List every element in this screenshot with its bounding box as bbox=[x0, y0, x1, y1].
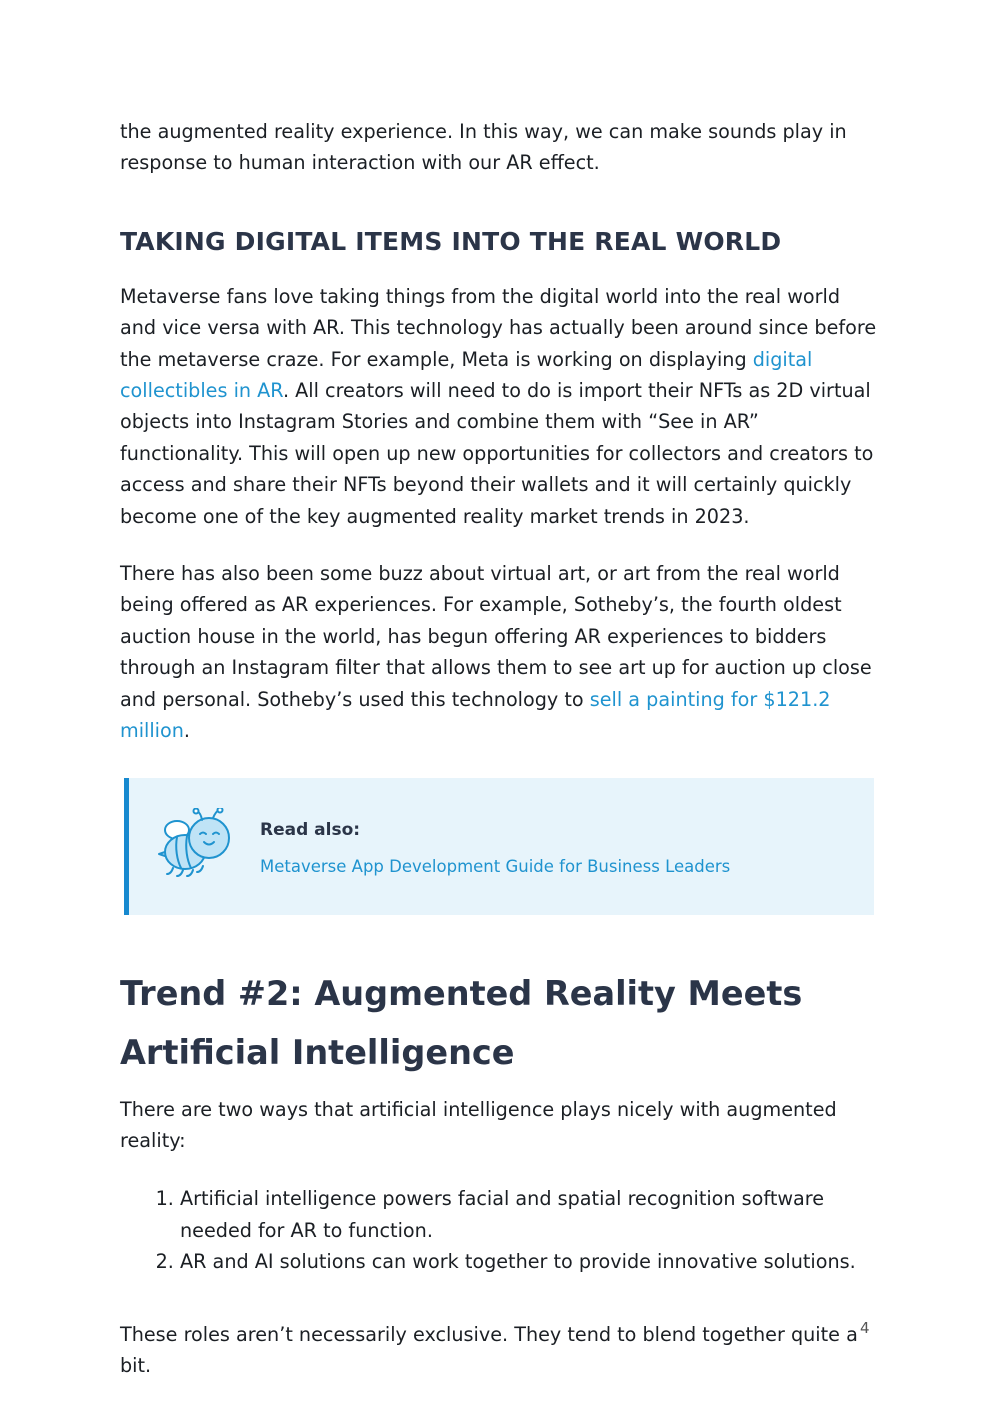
callout-title: Read also: bbox=[260, 819, 361, 840]
intro-paragraph: the augmented reality experience. In this way, we can make sounds play in response to human interaction with our AR effect. bbox=[120, 120, 847, 175]
page-number: 4 bbox=[860, 1319, 870, 1337]
page-content bbox=[120, 116, 880, 1381]
painting-sale-link[interactable]: sell a painting for $121.2 million bbox=[120, 687, 831, 743]
paragraph-virtual-art bbox=[120, 558, 880, 746]
ai-roles-list bbox=[120, 1183, 880, 1277]
digital-collectibles-link[interactable]: digital collectibles in AR bbox=[120, 347, 813, 403]
metaverse-guide-link[interactable]: Metaverse App Development Guide for Business Leaders bbox=[260, 856, 731, 876]
list-item: 2. AR and AI solutions can work together to provide innovative solutions. bbox=[180, 1246, 880, 1277]
paragraph-ai-intro: There are two ways that artificial intelligence plays nicely with augmented reality: bbox=[120, 1097, 837, 1152]
list-item: 1. Artificial intelligence powers facial and spatial recognition software needed for AR to function. bbox=[180, 1183, 880, 1246]
paragraph-text: There has also been some buzz about virtual art, or art from the real world being offered as AR experiences. For example, Sotheby’s, the fourth oldest auction house in the world, has begun offering AR experiences to bidders through an Instagram filter that allows them to see art up for auction up close and personal. Sotheby’s used this technology to bbox=[120, 562, 872, 711]
paragraph-text: . bbox=[183, 719, 191, 743]
paragraph-text: . All creators will need to do is import their NFTs as 2D virtual objects into Instagram Stories and combine them with “See in AR” functionality. This will open up new opportunities for collectors and creators to access and share their NFTs beyond their wallets and it will certainly quickly become one of the key augmented reality market trends in 2023. bbox=[120, 379, 874, 528]
trend-heading: Trend #2: Augmented Reality Meets Artificial Intelligence bbox=[120, 973, 803, 1072]
paragraph-roles: These roles aren’t necessarily exclusive. They tend to blend together quite a bit. bbox=[120, 1322, 858, 1377]
bee-mascot-icon bbox=[155, 808, 237, 886]
paragraph-digital-collectibles bbox=[120, 281, 880, 532]
section-heading: TAKING DIGITAL ITEMS INTO THE REAL WORLD bbox=[120, 226, 782, 256]
paragraph-text: Metaverse fans love taking things from the digital world into the real world and vice versa with AR. This technology has actually been around since before the metaverse craze. For example, Meta is working on displaying bbox=[120, 284, 877, 371]
read-also-callout bbox=[124, 778, 874, 915]
